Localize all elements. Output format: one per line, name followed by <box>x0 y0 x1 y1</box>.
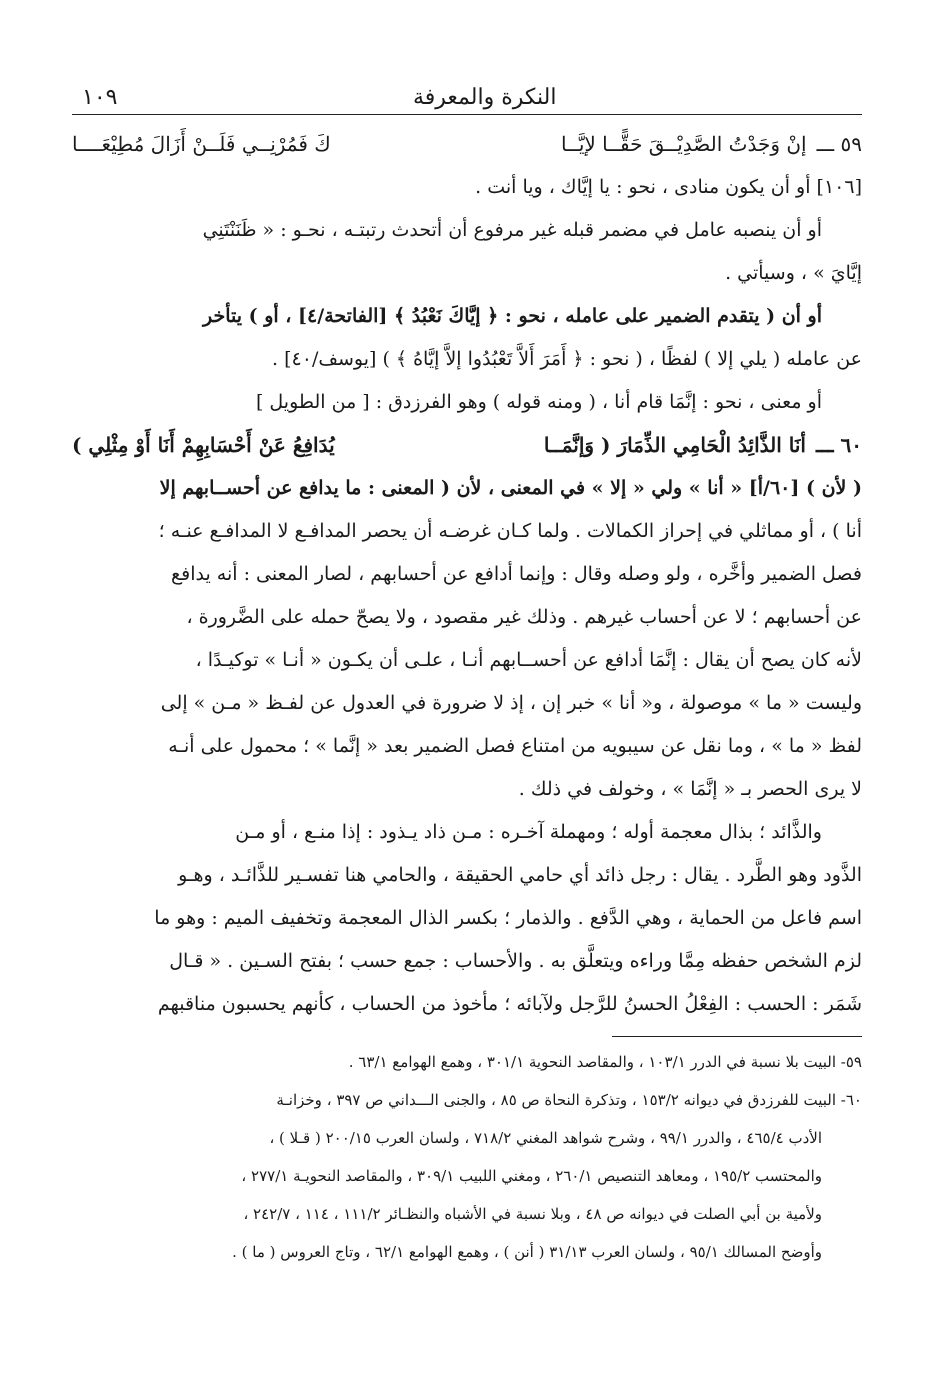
footnote-line: ٦٠- البيت للفرزدق في ديوانه ١٥٣/٢ ، وتذكرة النحاة ص ٨٥ ، والجنى الـــداني ص ٣٩٧ ، وخزانـة <box>276 1091 862 1109</box>
footnote-line: والمحتسب ١٩٥/٢ ، ومعاهد التنصيص ٢٦٠/١ ، ومغني اللبيب ٣٠٩/١ ، والمقاصد النحويـة ٢٧٧/١ ، <box>241 1167 822 1185</box>
footnote-line: ٥٩- البيت بلا نسبة في الدرر ١٠٣/١ ، والمقاصد النحوية ٣٠١/١ ، وهمع الهوامع ٦٣/١ . <box>348 1053 862 1071</box>
paragraph-line: الذَّود وهو الطَّرد . يقال : رجل ذائد أي حامي الحقيقة ، والحامي هنا تفسـير للذَّائـد ، وهـو <box>178 864 862 886</box>
verse-hemistich-second: كَ فَمُرْنِــي فَلَــنْ أَزَالَ مُطِيْعَــــا <box>71 132 331 156</box>
paragraph-line: لا يرى الحصر بـ « إنَّمَا » ، وخولف في ذلك . <box>518 778 862 800</box>
paragraph-line: لزم الشخص حفظه مِمَّا وراءه ويتعلَّق به . والأحساب : جمع حسب ؛ بفتح السـين . « قـال <box>169 950 862 972</box>
paragraph-line: شَمَر : الحسب : الفِعْلُ الحسنُ للرَّجل ولآبائه ؛ مأخوذ من الحساب ، كأنهم يحسبون مناقبهم <box>157 993 862 1015</box>
verse-60 <box>72 424 862 467</box>
verse-number: ٦٠ ـــ <box>815 433 862 457</box>
verse-hemistich-second: يُدَافِعُ عَنْ أَحْسَابِهِمْ أَنَا أَوْ مِثْلِي ) <box>72 433 335 457</box>
paragraph-line: عن أحسابهم ؛ لا عن أحساب غيرهم . وذلك غير مقصود ، ولا يصحّ حمله على الضَّرورة ، <box>186 606 862 628</box>
main-text <box>72 123 862 1026</box>
verse-number: ٥٩ ـــ <box>816 132 862 156</box>
paragraph-line: لأنه كان يصح أن يقال : إنَّمَا أدافع عن أحســابهم أنـا ، علـى أن يكـون « أنـا » توكيـدًا ، <box>195 649 862 671</box>
paragraph-line: أو معنى ، نحو : إنَّمَا قام أنا ، ( ومنه قوله ) وهو الفرزدق : [ من الطويل ] <box>255 391 822 413</box>
paragraph-line: لفظ « ما » ، وما نقل عن سيبويه من امتناع فصل الضمير بعد « إنَّما » ؛ محمول على أنـه <box>168 735 862 757</box>
verse-hemistich-first: إنْ وَجَدْتُ الصَّدِيْــقَ حَقًّــا لإيَّــا <box>561 132 807 156</box>
paragraph-line: أنا ) ، أو مماثلي في إحراز الكمالات . ولما كـان غرضـه أن يحصر المدافـع لا المدافـع عنـه ؛ <box>158 520 862 542</box>
paragraph-line: إيَّايَ » ، وسيأتي . <box>725 262 862 284</box>
page-title: النكرة والمعرفة <box>412 85 557 110</box>
footnote-line: وأوضح المسالك ٩٥/١ ، ولسان العرب ٣١/١٣ ( أنن ) ، وهمع الهوامع ٦٢/١ ، وتاج العروس ( ما ) . <box>232 1243 822 1261</box>
paragraph-line: أو أن ( يتقدم الضمير على عامله ، نحو : ﴿ إيَّاكَ نَعْبُدُ ﴾ [الفاتحة/٤] ، أو ) يتأخر <box>202 305 822 327</box>
paragraph-line: أو أن ينصبه عامل في مضمر قبله غير مرفوع أن أتحدث رتبتـه ، نحـو : « ظَنَنْتَنِي <box>202 219 822 241</box>
footnote-line: ولأمية بن أبي الصلت في ديوانه ص ٤٨ ، وبلا نسبة في الأشباه والنظـائر ١١١/٢ ، ١١٤ ، ٢٤٢/٧ ، <box>243 1205 822 1223</box>
footnote-divider <box>612 1036 862 1037</box>
verse-hemistich-first: أنَا الذَّائِدُ الْحَامِي الذِّمَارَ ( وَإنَّمَــا <box>543 433 806 457</box>
paragraph-line: عن عامله ( يلي إلا ) لفظًا ، ( نحو : ﴿ أَمَرَ أَلاَّ تَعْبُدُوا إلاَّ إيَّاهُ ﴾ ) [يوسف/٤٠] . <box>272 348 862 370</box>
page-number: ١٠٩ <box>82 85 118 110</box>
paragraph-line: [١٠٦] أو أن يكون منادى ، نحو : يا إيَّاك ، ويا أنت . <box>475 176 862 198</box>
paragraph-line: اسم فاعل من الحماية ، وهي الدَّفع . والذمار ؛ بكسر الذال المعجمة وتخفيف الميم : وهو ما <box>154 907 862 929</box>
verse-59 <box>72 123 862 166</box>
paragraph-line: وليست « ما » موصولة ، و« أنا » خبر إن ، إذ لا ضرورة في العدول عن لفـظ « مـن » إلى <box>160 692 862 714</box>
paragraph-line: والذَّائد ؛ بذال معجمة أوله ؛ ومهملة آخـره : مـن ذاد يـذود : إذا منـع ، أو مـن <box>235 821 822 843</box>
paragraph-line: ( لأن ) [٦٠/أ] « أنا » ولي « إلا » في المعنى ، لأن ( المعنى : ما يدافع عن أحســابهم إلا <box>159 477 862 499</box>
book-page <box>72 72 862 1271</box>
page-header <box>72 72 862 115</box>
footnotes <box>72 1043 862 1271</box>
footnote-line: الأدب ٤٦٥/٤ ، والدرر ٩٩/١ ، وشرح شواهد المغني ٧١٨/٢ ، ولسان العرب ٢٠٠/١٥ ( قـلا ) ، <box>269 1129 822 1147</box>
paragraph-line: فصل الضمير وأخَّره ، ولو وصله وقال : وإنما أدافع عن أحسابهم ، لصار المعنى : أنه يدافع <box>171 563 862 585</box>
